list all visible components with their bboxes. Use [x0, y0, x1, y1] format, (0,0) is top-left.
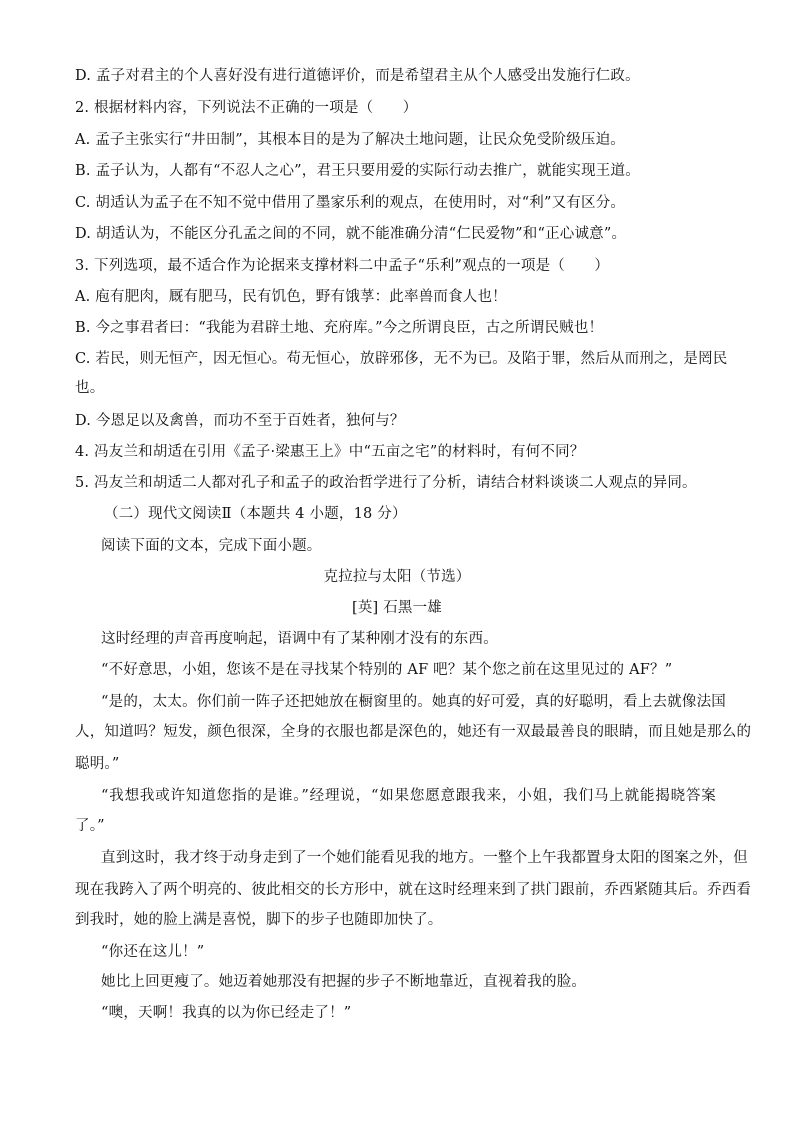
- question-2-option-b: B. 孟子认为，人都有“不忍人之心”，君王只要用爱的实际行动去推广，就能实现王道。: [75, 163, 640, 179]
- article-title: 克拉拉与太阳（节选）: [323, 569, 471, 585]
- paragraph-6: “你还在这儿！”: [101, 944, 205, 960]
- section-heading: （二）现代文阅读Ⅱ（本题共 4 小题，18 分）: [104, 506, 407, 522]
- paragraph-1: 这时经理的声音再度响起，语调中有了某种刚才没有的东西。: [101, 631, 498, 647]
- article-author: [英] 石黑一雄: [351, 600, 443, 616]
- question-2-option-a: A. 孟子主张实行“井田制”，其根本目的是为了解决土地问题，让民众免受阶级压迫。: [75, 132, 626, 148]
- paragraph-2: “不好意思，小姐，您该不是在寻找某个特别的 AF 吧？某个您之前在这里见过的 AF？”: [101, 662, 673, 678]
- question-4-stem: 4. 冯友兰和胡适在引用《孟子·梁惠王上》中“五亩之宅”的材料时，有何不同？: [75, 444, 585, 460]
- paragraph-5-line-3: 到我时，她的脸上满是喜悦，脚下的步子也随即加快了。: [75, 912, 443, 928]
- question-5-stem: 5. 冯友兰和胡适二人都对孔子和孟子的政治哲学进行了分析，请结合材料谈谈二人观点的异同。: [75, 475, 697, 491]
- question-3-option-c: C. 若民，则无恒产，因无恒心。苟无恒心，放辟邪侈，无不为已。及陷于罪，然后从而刑之，是罔民: [75, 351, 728, 367]
- question-2-stem: 2. 根据材料内容，下列说法不正确的一项是（ ）: [75, 100, 418, 116]
- question-3-option-a: A. 庖有肥肉，厩有肥马，民有饥色，野有饿莩：此率兽而食人也！: [75, 289, 507, 305]
- paragraph-3-line-1: “是的，太太。你们前一阵子还把她放在橱窗里的。她真的好可爱，真的好聪明，看上去就像法国: [101, 694, 727, 710]
- question-3-stem: 3. 下列选项，最不适合作为论据来支撑材料二中孟子“乐利”观点的一项是（ ）: [75, 258, 610, 274]
- paragraph-4-line-2: 了。”: [75, 818, 105, 834]
- question-1-option-d: D. 孟子对君主的个人喜好没有进行道德评价，而是希望君主从个人感受出发施行仁政。: [75, 68, 640, 84]
- question-3-option-b: B. 今之事君者曰：“我能为君辟土地、充府库。”今之所谓良臣，古之所谓民贼也！: [75, 320, 604, 336]
- question-3-option-d: D. 今恩足以及禽兽，而功不至于百姓者，独何与？: [75, 413, 405, 429]
- question-3-option-c-cont: 也。: [75, 380, 105, 396]
- paragraph-3-line-2: 人，知道吗？短发，颜色很深，全身的衣服也都是深色的，她还有一双最最善良的眼睛，而且她是那么的: [75, 724, 752, 740]
- paragraph-5-line-1: 直到这时，我才终于动身走到了一个她们能看见我的地方。一整个上午我都置身太阳的图案之外，但: [101, 850, 748, 866]
- paragraph-7: 她比上回更瘦了。她迈着她那没有把握的步子不断地靠近，直视着我的脸。: [101, 974, 587, 990]
- paragraph-4-line-1: “我想我或许知道您指的是谁。”经理说，“如果您愿意跟我来，小姐，我们马上就能揭晓答案: [101, 788, 716, 804]
- reading-instruction: 阅读下面的文本，完成下面小题。: [101, 538, 322, 554]
- question-2-option-d: D. 胡适认为，不能区分孔孟之间的不同，就不能准确分清“仁民爱物”和“正心诚意”。: [75, 226, 627, 242]
- question-2-option-c: C. 胡适认为孟子在不知不觉中借用了墨家乐利的观点，在使用时，对“利”又有区分。: [75, 195, 626, 211]
- paragraph-5-line-2: 现在我跨入了两个明亮的、彼此相交的长方形中，就在这时经理来到了拱门跟前，乔西紧随其后。乔西看: [75, 882, 752, 898]
- paragraph-3-line-3: 聪明。”: [75, 756, 120, 772]
- paragraph-8: “噢，天啊！我真的以为你已经走了！”: [101, 1005, 352, 1021]
